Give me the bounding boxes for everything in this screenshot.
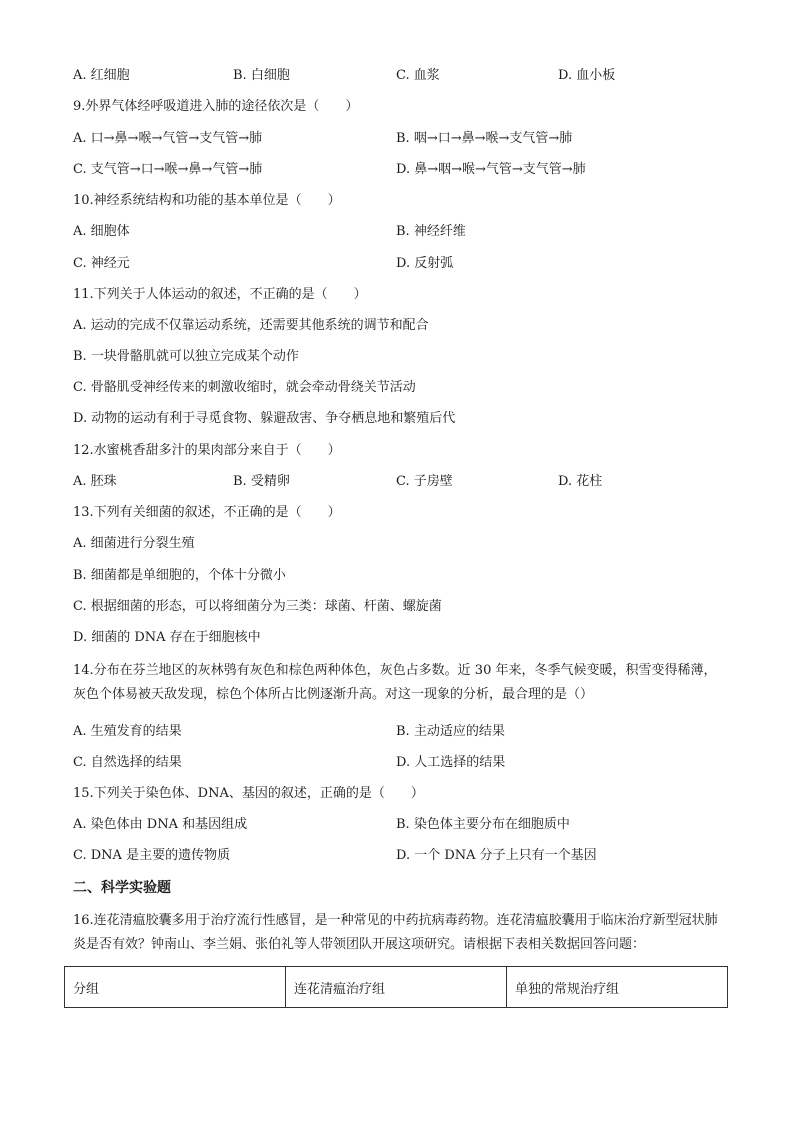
q13-option-d: D. 细菌的 DNA 存在于细胞核中 [73,630,261,645]
q10-option-b: B. 神经纤维 [396,224,466,239]
q8-option-a: A. 红细胞 [73,68,130,83]
q13-stem: 13.下列有关细菌的叙述，不正确的是（ ） [73,505,341,520]
data-table [64,966,728,1008]
q10-option-c: C. 神经元 [73,256,130,271]
q15-option-c: C. DNA 是主要的遗传物质 [73,848,231,863]
q11-option-a: A. 运动的完成不仅靠运动系统，还需要其他系统的调节和配合 [73,318,429,333]
table-header-cell: 单独的常规治疗组 [507,967,728,1008]
q9-stem: 9.外界气体经呼吸道进入肺的途径依次是（ ） [73,99,359,114]
q12-stem: 12.水蜜桃香甜多汁的果肉部分来自于（ ） [73,443,341,458]
q11-option-d: D. 动物的运动有利于寻觅食物、躲避敌害、争夺栖息地和繁殖后代 [73,411,456,426]
q16-stem: 16.连花清瘟胶囊多用于治疗流行性感冒，是一种常见的中药抗病毒药物。连花清瘟胶囊用于临床治疗新型冠状肺炎是否有效？钟南山、李兰娟、张伯礼等人带领团队开展这项研究。请根据下表相关数据回答问题： [73,913,718,952]
q9-option-d: D. 鼻→咽→喉→气管→支气管→肺 [396,162,586,177]
q14-stem: 14.分布在芬兰地区的灰林鸮有灰色和棕色两种体色，灰色占多数。近 30 年来，冬季气候变暖，积雪变得稀薄，灰色个体易被天敌发现，棕色个体所占比例逐渐升高。对这一现象的分析，最合理的是（） [73,663,717,702]
q9-option-a: A. 口→鼻→喉→气管→支气管→肺 [73,131,263,146]
q9-option-c: C. 支气管→口→喉→鼻→气管→肺 [73,162,263,177]
q11-stem: 11.下列关于人体运动的叙述，不正确的是（ ） [73,287,367,302]
q13-option-c: C. 根据细菌的形态，可以将细菌分为三类：球菌、杆菌、螺旋菌 [73,599,442,614]
q13-option-a: A. 细菌进行分裂生殖 [73,536,195,551]
q12-option-a: A. 胚珠 [73,474,117,489]
q14-option-b: B. 主动适应的结果 [396,724,505,739]
q15-option-b: B. 染色体主要分布在细胞质中 [396,817,570,832]
q8-option-b: B. 白细胞 [233,68,290,83]
q14-option-c: C. 自然选择的结果 [73,755,182,770]
q9-option-b: B. 咽→口→鼻→喉→支气管→肺 [396,131,573,146]
q12-option-d: D. 花柱 [558,474,603,489]
q12-option-b: B. 受精卵 [233,474,290,489]
table-header-cell: 分组 [65,967,286,1008]
q13-option-b: B. 细菌都是单细胞的，个体十分微小 [73,568,286,583]
q8-option-d: D. 血小板 [558,68,616,83]
q10-option-d: D. 反射弧 [396,256,454,271]
q11-option-c: C. 骨骼肌受神经传来的刺激收缩时，就会牵动骨绕关节活动 [73,380,416,395]
q15-stem: 15.下列关于染色体、DNA、基因的叙述，正确的是（ ） [73,786,424,801]
q10-option-a: A. 细胞体 [73,224,130,239]
table-row [65,967,728,1008]
q10-stem: 10.神经系统结构和功能的基本单位是（ ） [73,193,341,208]
q11-option-b: B. 一块骨骼肌就可以独立完成某个动作 [73,349,299,364]
q14-option-d: D. 人工选择的结果 [396,755,506,770]
q12-option-c: C. 子房壁 [396,474,453,489]
q15-option-a: A. 染色体由 DNA 和基因组成 [73,817,248,832]
q14-option-a: A. 生殖发育的结果 [73,724,182,739]
table-header-cell: 连花清瘟治疗组 [286,967,507,1008]
q8-option-c: C. 血浆 [396,68,440,83]
section-title: 二、科学实验题 [73,880,171,896]
q15-option-d: D. 一个 DNA 分子上只有一个基因 [396,848,597,863]
